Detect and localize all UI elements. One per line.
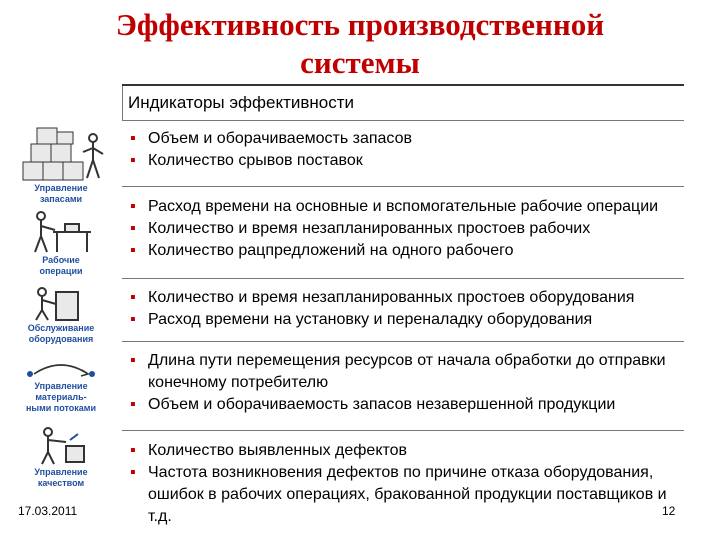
heading-rule [122,120,684,121]
top-rule [122,84,684,86]
indicator-group-material-flow [128,350,684,416]
bullet-icon: ▪ [130,289,136,306]
side-operations [0,208,122,277]
bullet-icon: ▪ [130,198,136,215]
bullet-icon: ▪ [130,464,136,481]
side-material-flow [0,358,122,414]
bullet-icon: ▪ [130,220,136,237]
indicator-item: ▪ Длина пути перемещения ресурсов от начала обработки до отправки конечному потребителю [130,352,666,391]
indicator-group-quality [128,440,684,528]
side-equipment [0,286,122,345]
side-quality [0,424,122,489]
bullet-icon: ▪ [130,396,136,413]
side-label: Управление материаль- ными потоками [25,381,96,413]
indicator-item: ▪ Количество и время незапланированных простоев оборудования [128,287,684,309]
indicator-item: ▪ Расход времени на установку и переналадку оборудования [128,309,684,331]
group-divider [122,341,684,342]
bullet-icon: ▪ [130,352,136,369]
group-divider [122,186,684,187]
side-label: Управление запасами [34,183,88,204]
indicator-item: ▪ Количество выявленных дефектов [128,440,684,462]
indicator-group-inventory [128,128,684,172]
worker-inspecting-icon [26,424,96,466]
group-divider [122,430,684,431]
indicator-item: ▪ Количество и время незапланированных простоев рабочих [128,218,684,240]
indicator-item: ▪ Количество срывов поставок [128,150,684,172]
slide-title: Эффективность производственной системы [115,7,605,80]
footer-date: 17.03.2011 [18,504,78,518]
heading-divider [122,84,123,120]
flow-cycle-icon [16,358,106,380]
bullet-icon: ▪ [130,130,136,147]
indicator-item: ▪ Расход времени на основные и вспомогательные рабочие операции [128,196,684,218]
stacked-boxes-icon [13,122,109,182]
side-inventory [0,122,122,205]
indicator-group-operations [128,196,684,262]
indicator-item: ▪ Объем и оборачиваемость запасов [128,128,684,150]
bullet-icon: ▪ [130,152,136,169]
page-number: 12 [662,504,676,518]
side-label: Управление качеством [34,467,88,488]
section-heading: Индикаторы эффективности [128,93,355,112]
worker-at-table-icon [21,208,101,254]
indicator-group-equipment [128,287,684,331]
bullet-icon: ▪ [130,442,136,459]
side-label: Рабочие операции [39,255,83,276]
bullet-icon: ▪ [130,242,136,259]
worker-at-machine-icon [26,286,96,322]
group-divider [122,278,684,279]
side-label: Обслуживание оборудования [27,323,95,344]
indicator-item: ▪ Частота возникновения дефектов по причине отказа оборудования, ошибок в рабочих операциях, бракованной продукции поставщиков и т.д. [130,464,667,525]
indicator-item: ▪ Количество рацпредложений на одного рабочего [128,240,684,262]
indicator-item: ▪ Объем и оборачиваемость запасов незавершенной продукции [128,394,684,416]
bullet-icon: ▪ [130,311,136,328]
